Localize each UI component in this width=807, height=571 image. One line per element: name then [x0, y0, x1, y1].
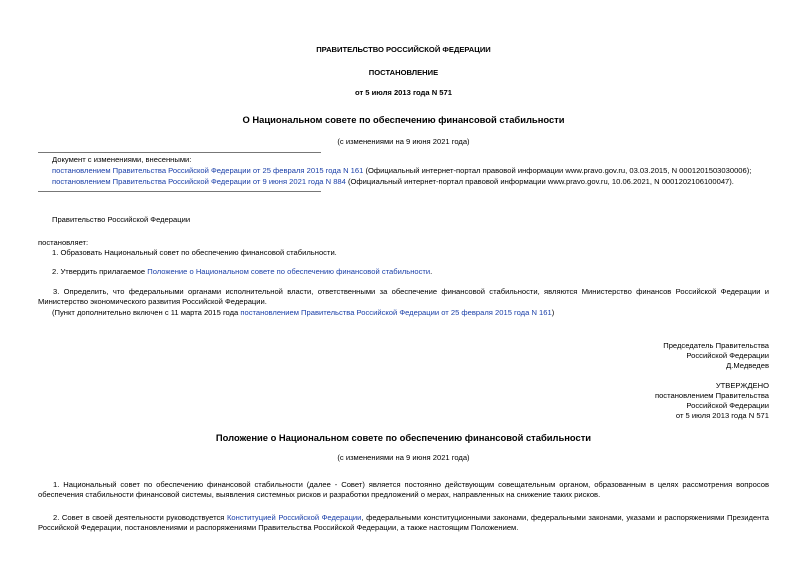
document-type: ПОСТАНОВЛЕНИЕ: [368, 68, 439, 77]
regulation-clause-1: 1. Национальный совет по обеспечению финансовой стабильности (далее - Совет) является постоянно действующим совещательным органом, образованным в целях рассмотрения вопросов обеспечения стабильности финансовой системы, выявления системных рисков и разработки предложений о мерах, направленных на снижение таких рисков.: [38, 480, 769, 499]
document-date-number: от 5 июля 2013 года N 571: [355, 88, 452, 97]
signature-org: Российской Федерации: [686, 351, 769, 360]
approved-date: от 5 июля 2013 года N 571: [675, 411, 769, 420]
changes-item-text: (Официальный интернет-портал правовой информации www.pravo.gov.ru, 03.03.2015, N 0001201503030006);: [363, 166, 752, 175]
clause-2: 2. Утвердить прилагаемое Положение о Национальном совете по обеспечению финансовой стабильности.: [52, 267, 433, 276]
clause-1: 1. Образовать Национальный совет по обеспечению финансовой стабильности.: [52, 248, 337, 257]
amending-act-link[interactable]: постановлением Правительства Российской Федерации от 9 июня 2021 года N 884: [52, 177, 346, 186]
amending-act-link[interactable]: постановлением Правительства Российской Федерации от 25 февраля 2015 года N 161: [240, 308, 552, 317]
changes-item: [52, 177, 734, 187]
regulation-amendment-note: (с изменениями на 9 июня 2021 года): [337, 453, 470, 462]
issuing-body: Правительство Российской Федерации: [52, 215, 191, 224]
constitution-link[interactable]: Конституцией Российской Федерации: [227, 513, 362, 522]
document-title: О Национальном совете по обеспечению финансовой стабильности: [242, 114, 565, 125]
approved-by: постановлением Правительства: [654, 391, 769, 400]
approved-org: Российской Федерации: [686, 401, 769, 410]
changes-intro: Документ с изменениями, внесенными:: [52, 155, 192, 164]
amending-act-link[interactable]: постановлением Правительства Российской Федерации от 25 февраля 2015 года N 161: [52, 166, 364, 175]
clause-3: 3. Определить, что федеральными органами исполнительной власти, ответственными за обеспечение финансовой стабильности, являются Министерство финансов Российской Федерации и Министерство экономического развития Российской Федерации.: [38, 287, 769, 306]
changes-item-text: (Официальный интернет-портал правовой информации www.pravo.gov.ru, 10.06.2021, N 0001202106100047).: [345, 177, 734, 186]
changes-item: [52, 166, 751, 176]
resolves-label: постановляет:: [38, 238, 89, 247]
divider-top: [38, 152, 321, 153]
signature-name: Д.Медведев: [726, 361, 769, 370]
government-heading: ПРАВИТЕЛЬСТВО РОССИЙСКОЙ ФЕДЕРАЦИИ: [316, 45, 491, 54]
divider-bottom: [38, 191, 321, 192]
regulation-clause-2: 2. Совет в своей деятельности руководствуется Конституцией Российской Федерации, федеральными конституционными законами, федеральными законами, указами и распоряжениями Президента Российской Федерации, постановлениями и распоряжениями Правительства Российской Федерации, а также настоящим Положением.: [38, 513, 769, 532]
signature-title: Председатель Правительства: [663, 341, 769, 350]
amendment-note: (с изменениями на 9 июня 2021 года): [337, 137, 470, 146]
clause-3-note: (Пункт дополнительно включен с 11 марта 2015 года постановлением Правительства Российской Федерации от 25 февраля 2015 года N 161): [52, 308, 555, 317]
approved-label: УТВЕРЖДЕНО: [715, 381, 769, 390]
regulation-link[interactable]: Положение о Национальном совете по обеспечению финансовой стабильности: [147, 267, 431, 276]
regulation-title: Положение о Национальном совете по обеспечению финансовой стабильности: [215, 432, 592, 443]
